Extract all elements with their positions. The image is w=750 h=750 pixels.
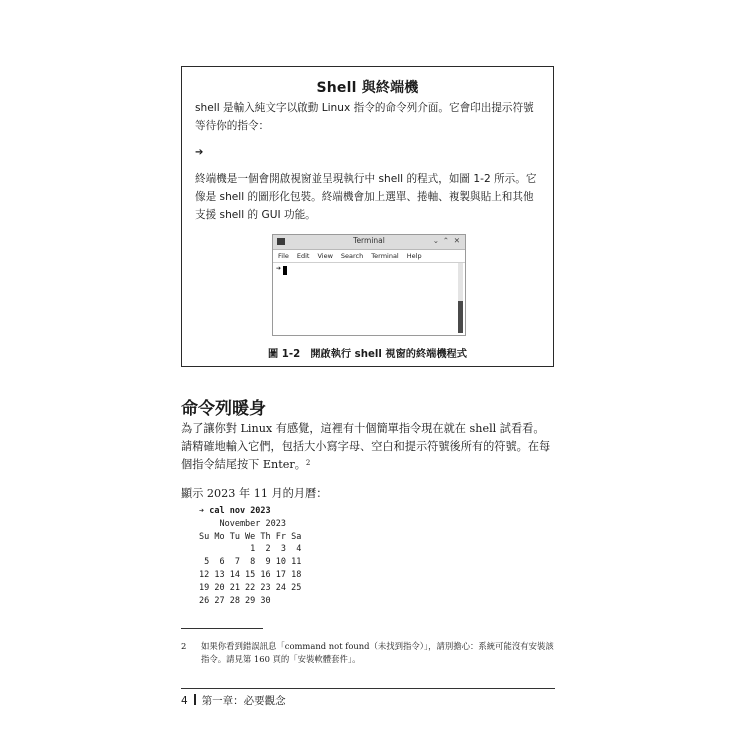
- calendar-week-line: 5 6 7 8 9 10 11: [199, 557, 302, 568]
- menu-terminal: Terminal: [371, 252, 399, 260]
- code-command: cal nov 2023: [209, 506, 271, 516]
- terminal-titlebar: [273, 235, 465, 250]
- sidebar-title: Shell 與終端機: [316, 80, 419, 96]
- page-number: 4: [181, 695, 188, 707]
- section-heading: 命令列暖身: [181, 399, 266, 419]
- footnote-text: 如果你看到錯誤訊息「command not found（未找到指令）」，請別擔心：系統可能沒有安裝該指令。請見第 160 頁的「安裝軟體套件」。: [201, 641, 554, 664]
- terminal-scrollbar: [458, 263, 463, 333]
- sidebar-box: [181, 66, 554, 367]
- menu-help: Help: [406, 252, 422, 260]
- calendar-instruction: 顯示 2023 年 11 月的月曆：: [181, 487, 328, 500]
- sidebar-paragraph-terminal: 終端機是一個會開啟視窗並呈現執行中 shell 的程式，如圖 1-2 所示。它像是 shell 的圖形化包裝。終端機會加上選單、捲軸、複製與貼上和其他支援 shell 的 GUI 功能。: [195, 173, 537, 221]
- footer-separator: [194, 694, 196, 705]
- terminal-prompt: ➔: [276, 265, 282, 272]
- code-example: [199, 505, 301, 607]
- footnote-ref: 2: [305, 459, 311, 467]
- sidebar-paragraph-shell: shell 是輸入純文字以啟動 Linux 指令的命令列介面。它會印出提示符號等待你的指令：: [195, 102, 534, 132]
- close-icon: ✕: [453, 236, 460, 245]
- terminal-cursor: [283, 266, 287, 275]
- code-prompt: ➔: [199, 506, 205, 516]
- menu-search: Search: [340, 252, 364, 260]
- figure-caption: 圖 1-2 開啟執行 shell 視窗的終端機程式: [268, 349, 467, 360]
- terminal-screenshot: [272, 234, 466, 336]
- scrollbar-thumb: [458, 301, 463, 333]
- intro-paragraph: [181, 420, 553, 474]
- footnote-number: 2: [181, 641, 187, 651]
- page-footer: [181, 693, 286, 708]
- chapter-title: 第一章：必要觀念: [201, 695, 286, 707]
- footnote-divider: [181, 628, 263, 629]
- calendar-week-line: 19 20 21 22 23 24 25: [199, 582, 302, 593]
- maximize-icon: ⌃: [442, 236, 449, 245]
- terminal-window-title: Terminal: [353, 236, 385, 245]
- calendar-week-line: 26 27 28 29 30: [199, 595, 271, 606]
- terminal-body: [273, 263, 465, 335]
- menu-edit: Edit: [296, 252, 310, 260]
- terminal-menubar: [273, 250, 465, 263]
- footer-divider: [181, 688, 555, 689]
- calendar-week-line: 12 13 14 15 16 17 18: [199, 569, 302, 580]
- calendar-week-line: 1 2 3 4: [199, 544, 302, 555]
- menu-file: File: [278, 252, 289, 260]
- calendar-month-line: November 2023: [199, 518, 286, 529]
- menu-view: View: [317, 252, 333, 260]
- prompt-arrow-icon: ➔: [195, 147, 204, 158]
- minimize-icon: ⌄: [432, 236, 439, 245]
- calendar-weekday-line: Su Mo Tu We Th Fr Sa: [199, 531, 302, 542]
- intro-text: 為了讓你對 Linux 有感覺，這裡有十個簡單指令現在就在 shell 試看看。請精確地輸入它們，包括大小寫字母、空白和提示符號後所有的符號。在每個指令結尾按下 Enter。: [181, 422, 551, 471]
